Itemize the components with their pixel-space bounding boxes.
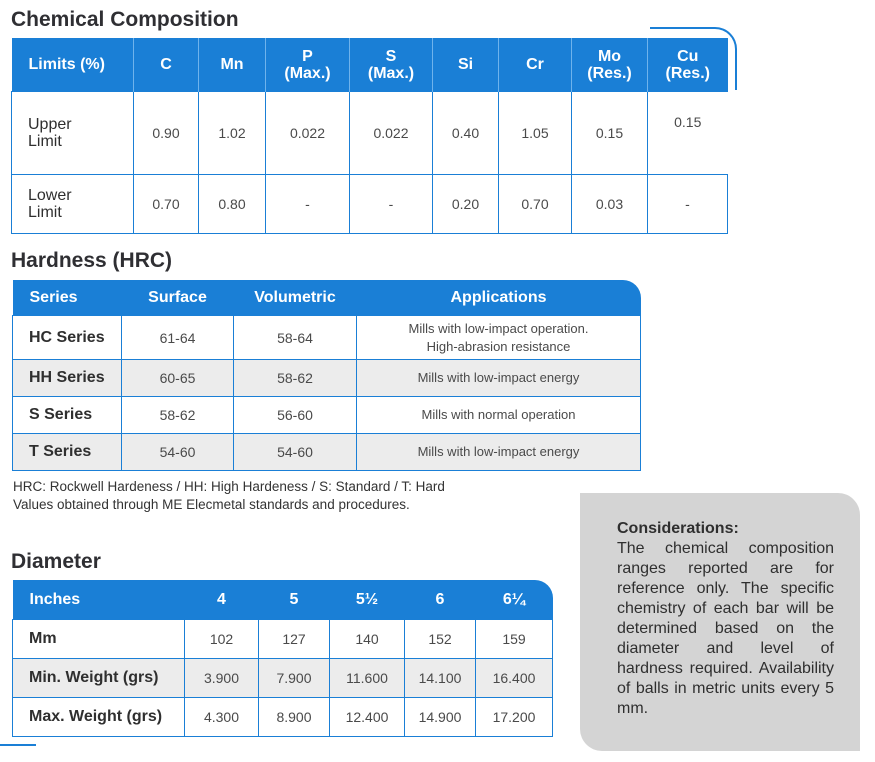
hardness-header-row	[13, 280, 641, 316]
header-si: Si	[433, 38, 499, 92]
cell: -	[648, 174, 728, 233]
cell: 7.900	[259, 659, 330, 698]
considerations-title: Considerations:	[617, 520, 739, 537]
header-series: Series	[13, 280, 122, 316]
hardness-title: Hardness (HRC)	[11, 249, 173, 272]
header-mn: Mn	[199, 38, 266, 92]
series-label: HC Series	[13, 316, 122, 360]
header-volumetric: Volumetric	[234, 280, 357, 316]
header-limits: Limits (%)	[12, 38, 134, 92]
cell: 0.70	[134, 174, 199, 233]
considerations-text: The chemical composition ranges reported are for reference only. The specific chemistry of each bar will be determined based on the diameter and level of hardness required. Availability of balls in metric units every 5 mm.	[617, 540, 834, 717]
hardness-note-standards: Values obtained through ME Elecmetal standards and procedures.	[13, 497, 410, 512]
diameter-header-row	[13, 580, 553, 620]
cell: 102	[185, 620, 259, 659]
cell: 152	[405, 620, 476, 659]
diameter-table	[12, 580, 553, 737]
cell: 0.80	[199, 174, 266, 233]
chemical-composition-table	[11, 38, 728, 234]
cell: 61-64	[122, 316, 234, 360]
header-inches: Inches	[13, 580, 185, 620]
cell: 4.300	[185, 698, 259, 737]
cell: 11.600	[330, 659, 405, 698]
cell: 0.15	[572, 92, 648, 175]
row-label-mm: Mm	[13, 620, 185, 659]
hardness-row-hh	[13, 360, 641, 397]
row-label-upper: Upper Limit	[12, 92, 134, 175]
hardness-note-abbreviations: HRC: Rockwell Hardeness / HH: High Hardeness / S: Standard / T: Hard	[13, 479, 445, 494]
chemical-header-row	[12, 38, 728, 92]
header-cr: Cr	[499, 38, 572, 92]
considerations-box	[580, 493, 860, 751]
header-size: 5½	[330, 580, 405, 620]
application-cell: Mills with low-impact energy	[357, 360, 641, 397]
hardness-row-hc	[13, 316, 641, 360]
cell: 0.40	[433, 92, 499, 175]
chemical-row-lower	[12, 174, 728, 233]
accent-divider	[0, 744, 36, 746]
cell: 140	[330, 620, 405, 659]
row-label-max-weight: Max. Weight (grs)	[13, 698, 185, 737]
cell: 58-62	[122, 397, 234, 434]
header-s: S (Max.)	[350, 38, 433, 92]
cell: -	[266, 174, 350, 233]
hardness-row-s	[13, 397, 641, 434]
cell: 0.20	[433, 174, 499, 233]
cell: 16.400	[476, 659, 553, 698]
diameter-row-mm	[13, 620, 553, 659]
application-cell: Mills with normal operation	[357, 397, 641, 434]
chemical-composition-title: Chemical Composition	[11, 8, 239, 31]
cell: 0.022	[350, 92, 433, 175]
cell: 14.900	[405, 698, 476, 737]
cell: 14.100	[405, 659, 476, 698]
header-c: C	[134, 38, 199, 92]
cell: 54-60	[234, 434, 357, 471]
cell: -	[350, 174, 433, 233]
cell: 127	[259, 620, 330, 659]
cell: 1.05	[499, 92, 572, 175]
hardness-row-t	[13, 434, 641, 471]
hardness-table	[12, 280, 641, 471]
cell: 8.900	[259, 698, 330, 737]
header-applications: Applications	[357, 280, 641, 316]
header-size: 6¼	[476, 580, 553, 620]
cell: 58-62	[234, 360, 357, 397]
row-label-min-weight: Min. Weight (grs)	[13, 659, 185, 698]
cell: 56-60	[234, 397, 357, 434]
header-cu: Cu (Res.)	[648, 38, 728, 92]
series-label: S Series	[13, 397, 122, 434]
header-surface: Surface	[122, 280, 234, 316]
cell: 0.90	[134, 92, 199, 175]
series-label: T Series	[13, 434, 122, 471]
cell: 0.70	[499, 174, 572, 233]
cell: 1.02	[199, 92, 266, 175]
cell: 60-65	[122, 360, 234, 397]
header-mo: Mo (Res.)	[572, 38, 648, 92]
header-size: 5	[259, 580, 330, 620]
cell: 0.03	[572, 174, 648, 233]
cell: 3.900	[185, 659, 259, 698]
header-p: P (Max.)	[266, 38, 350, 92]
chemical-row-upper	[12, 92, 728, 175]
cell: 54-60	[122, 434, 234, 471]
cell: 17.200	[476, 698, 553, 737]
header-size: 4	[185, 580, 259, 620]
header-size: 6	[405, 580, 476, 620]
diameter-row-min-weight	[13, 659, 553, 698]
application-cell: Mills with low-impact operation. High-abrasion resistance	[357, 316, 641, 360]
cell: 12.400	[330, 698, 405, 737]
cell: 0.022	[266, 92, 350, 175]
series-label: HH Series	[13, 360, 122, 397]
row-label-lower: Lower Limit	[12, 174, 134, 233]
diameter-title: Diameter	[11, 550, 101, 573]
cell: 0.15	[674, 113, 702, 130]
cell: 159	[476, 620, 553, 659]
application-cell: Mills with low-impact energy	[357, 434, 641, 471]
cell: 58-64	[234, 316, 357, 360]
diameter-row-max-weight	[13, 698, 553, 737]
